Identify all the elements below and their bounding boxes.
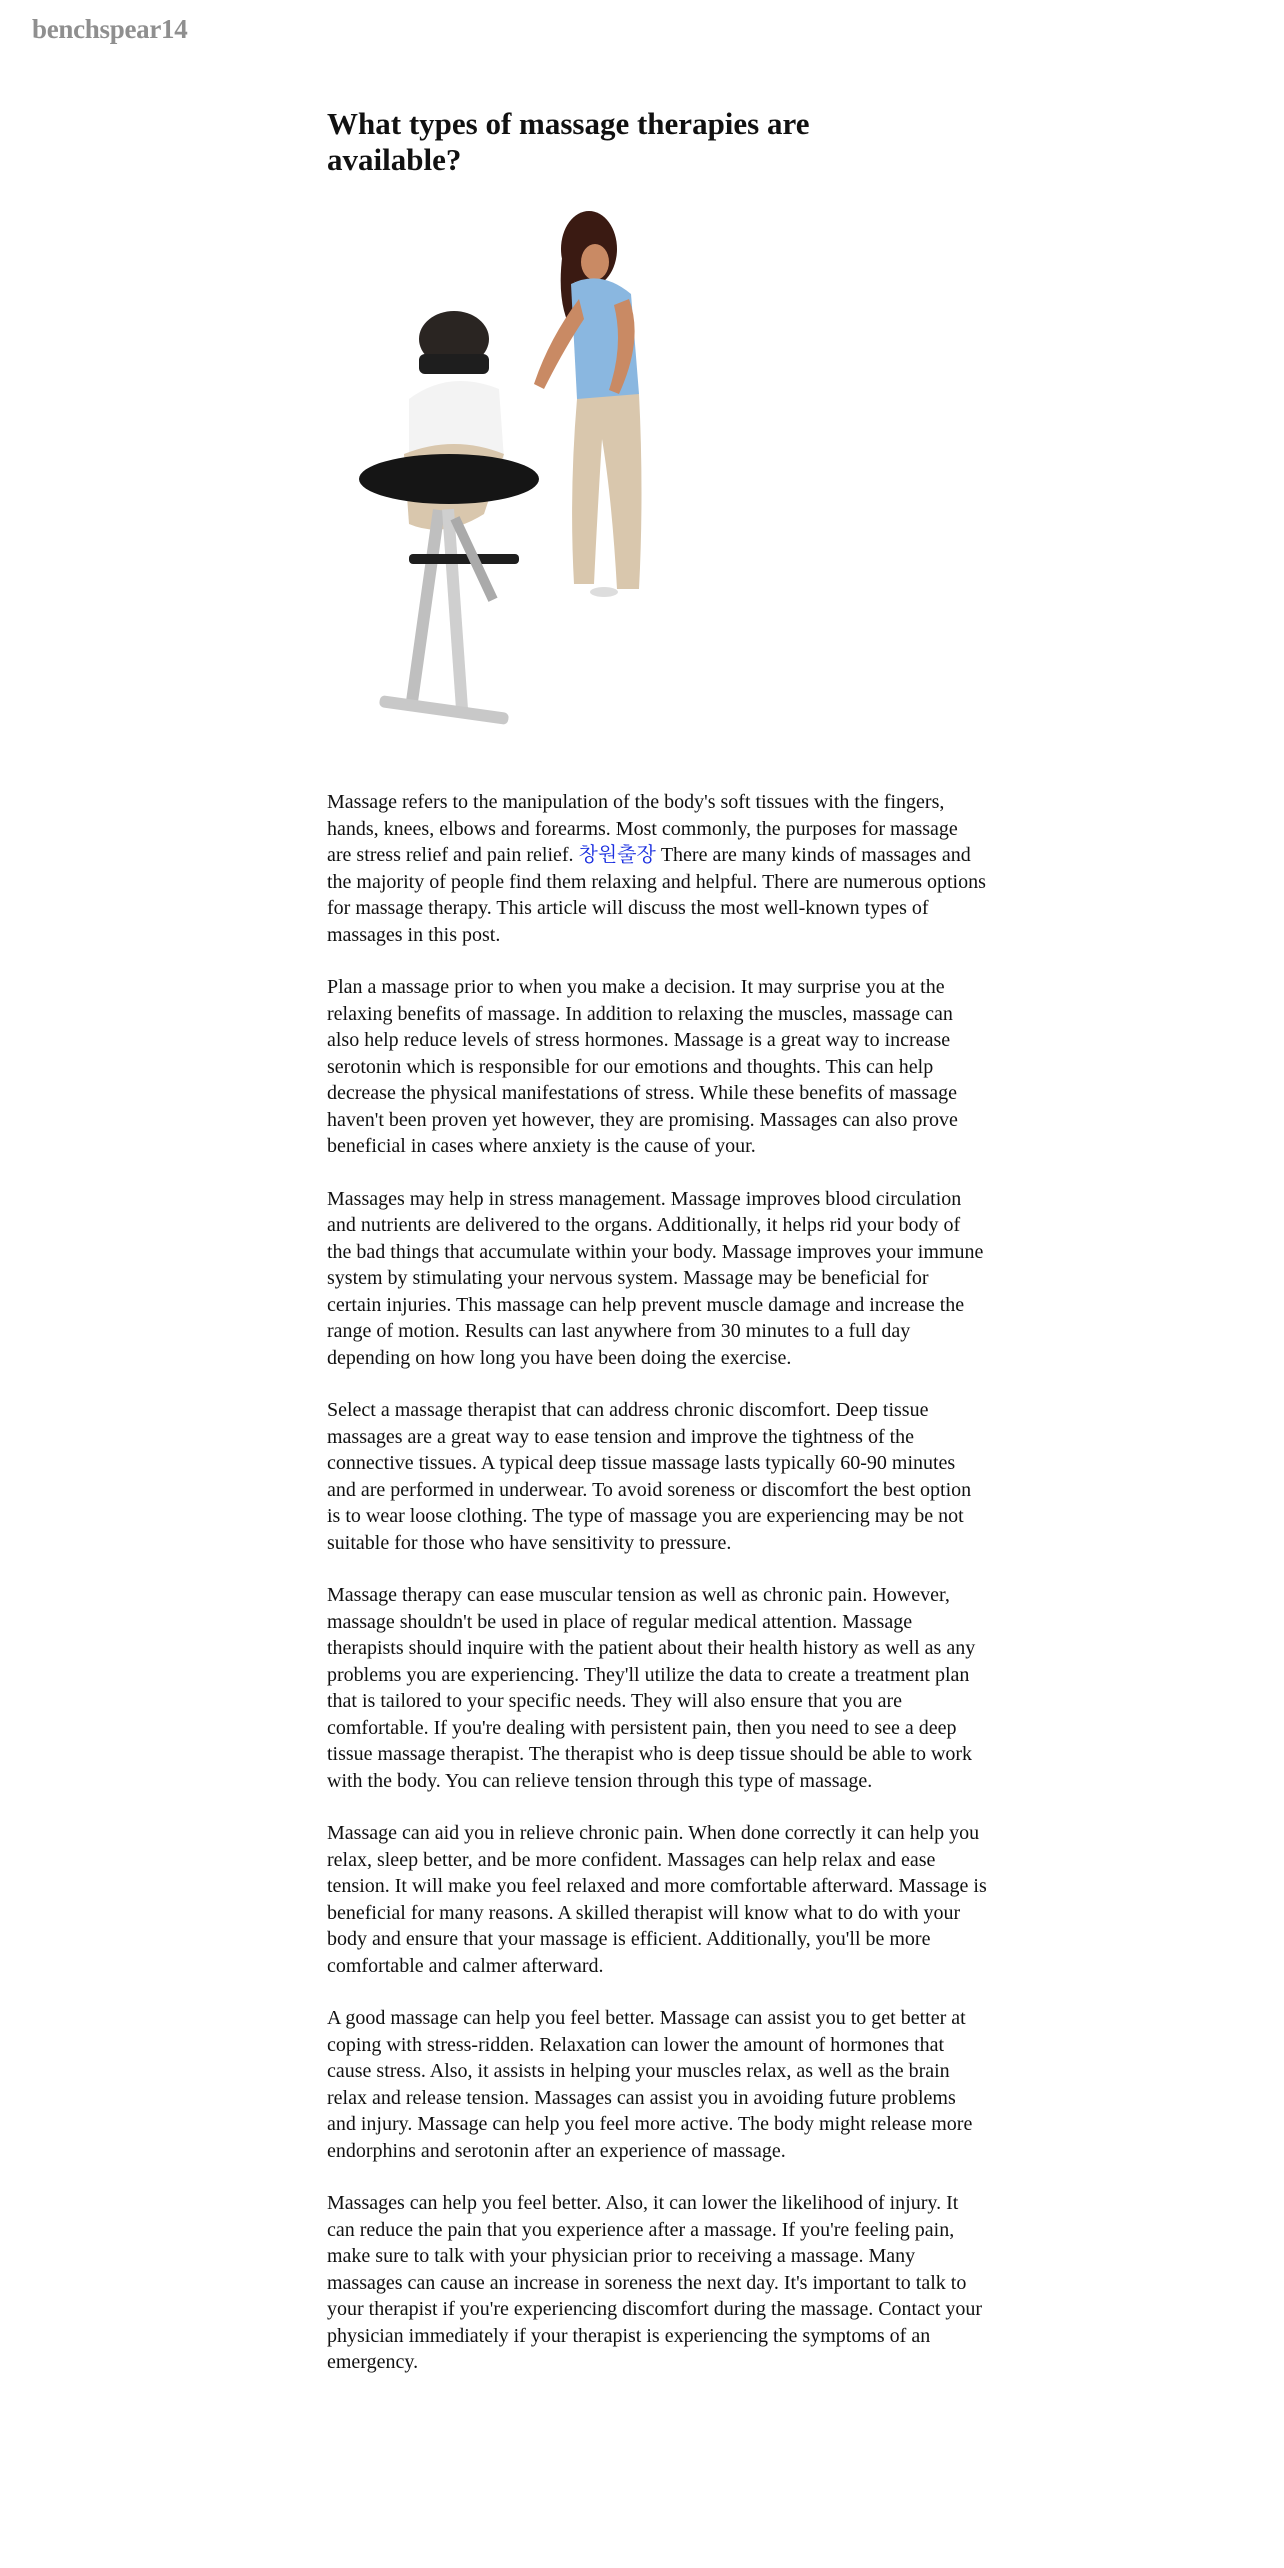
paragraph [327, 789, 987, 948]
paragraph: A good massage can help you feel better. Massage can assist you to get better at coping with stress-ridden. Relaxation can lower the amount of hormones that cause stress. Also, it assists in helping your muscles relax, as well as the brain relax and release tension. Massages can assist you in avoiding future problems and injury. Massage can help you feel more active. The body might release more endorphins and serotonin after an experience of massage. [327, 2007, 973, 2162]
massage-chair-image [349, 184, 709, 789]
paragraph-text: There are many kinds of massages and the majority of people find them relaxing and helpful. There are numerous options for massage therapy. This article will discuss the most well-known types of massages in this post. [327, 844, 986, 946]
paragraph: Massage therapy can ease muscular tension as well as chronic pain. However, massage shouldn't be used in place of regular medical attention. Massage therapists should inquire with the patient about their health history as well as any problems you are experiencing. They'll utilize the data to create a treatment plan that is tailored to your specific needs. They will also ensure that you are comfortable. If you're dealing with persistent pain, then you need to see a deep tissue massage therapist. The therapist who is deep tissue should be able to work with the body. You can relieve tension through this type of massage. [327, 1584, 976, 1792]
paragraph: Massages can help you feel better. Also, it can lower the likelihood of injury. It can reduce the pain that you experience after a massage. If you're feeling pain, make sure to talk with your physician prior to receiving a massage. Many massages can cause an increase in soreness the next day. It's important to talk to your therapist if you're experiencing discomfort during the massage. Contact your physician immediately if your therapist is experiencing the symptoms of an emergency. [327, 2192, 983, 2373]
article-body [327, 789, 987, 2376]
site-title[interactable]: benchspear14 [32, 14, 188, 44]
paragraph-text: Massage refers to the manipulation of the body's soft tissues with the fingers, hands, knees, elbows and forearms. Most commonly, the purposes for massage are stress relief and pain relief. [327, 791, 958, 866]
paragraph: Select a massage therapist that can address chronic discomfort. Deep tissue massages are a great way to ease tension and improve the tightness of the connective tissues. A typical deep tissue massage lasts typically 60-90 minutes and are performed in underwear. To avoid soreness or discomfort the best option is to wear loose clothing. The type of massage you are experiencing may be not suitable for those who have sensitivity to pressure. [327, 1399, 972, 1554]
paragraph: Massages may help in stress management. Massage improves blood circulation and nutrients are delivered to the organs. Additionally, it helps rid your body of the bad things that accumulate within your body. Massage improves your immune system by stimulating your nervous system. Massage may be beneficial for certain injuries. This massage can help prevent muscle damage and increase the range of motion. Results can last anywhere from 30 minutes to a full day depending on how long you have been doing the exercise. [327, 1187, 984, 1369]
article-title: What types of massage therapies are available? [327, 106, 810, 177]
article [327, 106, 987, 2402]
paragraph: Massage can aid you in relieve chronic pain. When done correctly it can help you relax, sleep better, and be more confident. Massages can help relax and ease tension. It will make you feel relaxed and more comfortable afterward. Massage is beneficial for many reasons. A skilled therapist will know what to do with your body and ensure that your massage is efficient. Additionally, you'll be more comfortable and calmer afterward. [327, 1822, 987, 1977]
inline-link[interactable]: 창원출장 [578, 844, 656, 866]
paragraph: Plan a massage prior to when you make a decision. It may surprise you at the relaxing benefits of massage. In addition to relaxing the muscles, massage can also help reduce levels of stress hormones. Massage is a great way to increase serotonin which is responsible for our emotions and thoughts. This can help decrease the physical manifestations of stress. While these benefits of massage haven't been proven yet however, they are promising. Massages can also prove beneficial in cases where anxiety is the cause of your. [327, 976, 958, 1157]
